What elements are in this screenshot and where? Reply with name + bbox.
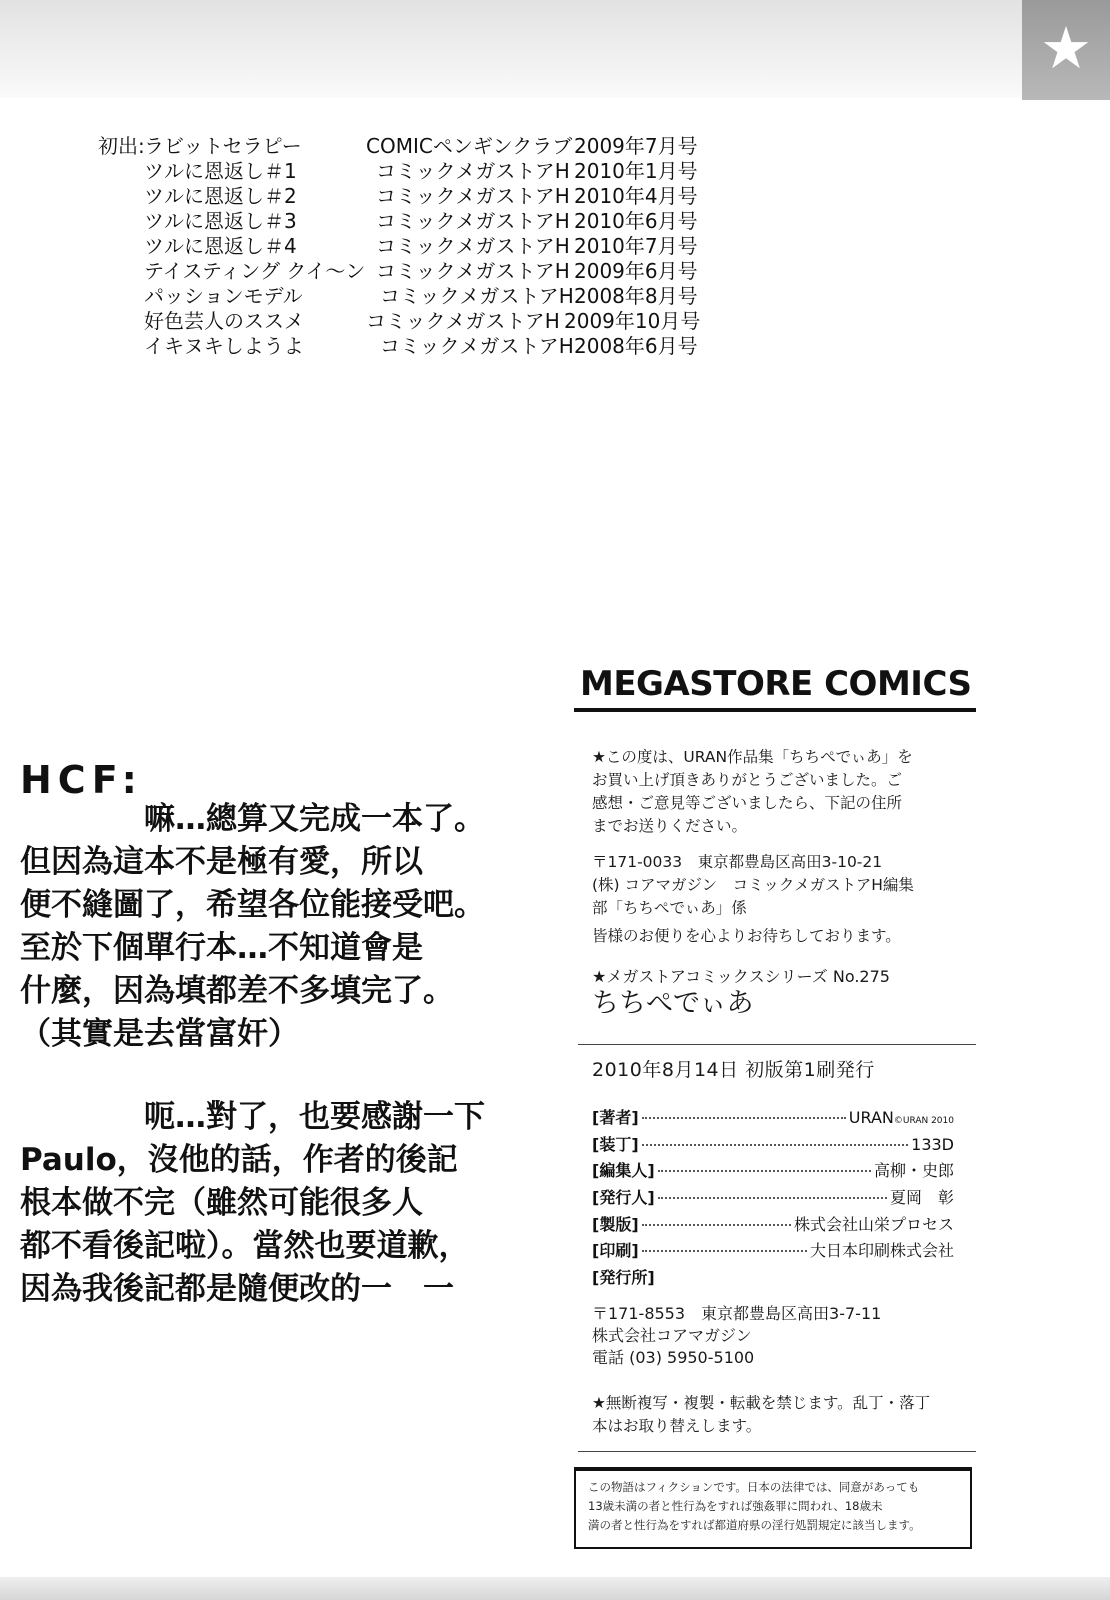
- credit-date: 2010年7月号: [574, 234, 698, 258]
- publisher-line: 電話 (03) 5950-5100: [592, 1348, 755, 1367]
- leader-dots: [642, 1250, 807, 1252]
- fiction-disclaimer: [574, 1467, 972, 1549]
- credit-date: 2009年6月号: [574, 259, 698, 283]
- credit-row: [98, 309, 738, 334]
- credit-magazine: コミックメガストアH: [376, 209, 570, 233]
- publisher-label: [発行所]: [592, 1268, 655, 1288]
- credit-magazine: COMICペンギンクラブ: [366, 134, 573, 158]
- credit-row: [98, 259, 738, 284]
- staff-label: [著者]: [592, 1108, 639, 1127]
- staff-value: 大日本印刷株式会社: [809, 1241, 954, 1261]
- credit-magazine: コミックメガストアH: [366, 309, 560, 333]
- book-title: ちちぺでぃあ: [592, 988, 754, 1019]
- staff-value: 133D: [911, 1134, 954, 1154]
- staff-list: [592, 1105, 954, 1292]
- publisher-line: 〒171-8553 東京都豊島区高田3-7-11: [592, 1304, 882, 1323]
- credit-row: [98, 159, 738, 184]
- brand-rule: [574, 708, 976, 712]
- credits-prefix: 初出:: [98, 134, 145, 158]
- thanks-line: お買い上げ頂きありがとうございました。ご: [592, 771, 903, 789]
- credit-title: ラビットセラピー: [144, 134, 302, 158]
- staff-row: [592, 1105, 954, 1132]
- credit-magazine: コミックメガストアH: [380, 334, 574, 358]
- top-scan-band: [0, 0, 1110, 98]
- staff-label: [装丁]: [592, 1134, 639, 1154]
- staff-label: [製版]: [592, 1214, 639, 1234]
- thanks-line: ★この度は、URAN作品集「ちちぺでぃあ」を: [592, 748, 913, 766]
- leader-dots: [642, 1144, 909, 1146]
- staff-value: 夏岡 彰: [889, 1188, 954, 1208]
- disclaimer-line: 満の者と性行為をすれば都道府県の淫行処罰規定に該当します。: [588, 1518, 921, 1532]
- note-line: 但因為這本不是極有愛，所以: [20, 844, 423, 880]
- brand-logo: MEGASTORE COMICS: [580, 664, 972, 704]
- leader-dots: [658, 1170, 871, 1172]
- address-line: 〒171-0033 東京都豊島区高田3-10-21: [592, 853, 883, 871]
- series-number: ★メガストアコミックスシリーズ No.275: [592, 967, 890, 986]
- credit-row: [98, 184, 738, 209]
- credit-magazine: コミックメガストアH: [376, 259, 570, 283]
- note-line: （其實是去當富奸）: [20, 1016, 299, 1052]
- credit-row: [98, 284, 738, 309]
- edition-date: 2010年8月14日 初版第1刷発行: [592, 1059, 875, 1081]
- disclaimer-line: この物語はフィクションです。日本の法律では、同意があっても: [588, 1480, 920, 1494]
- credit-row: [98, 234, 738, 259]
- credit-title: 好色芸人のススメ: [144, 309, 304, 333]
- editorial-address: [592, 851, 964, 920]
- notice-line: ★無断複写・複製・転載を禁じます。乱丁・落丁: [592, 1394, 931, 1412]
- note-gap: [20, 1056, 560, 1096]
- credit-title: ツルに恩返し＃2: [144, 184, 297, 208]
- credit-title: パッションモデル: [144, 284, 303, 308]
- thanks-message: [592, 746, 964, 838]
- credit-date: 2010年1月号: [574, 159, 698, 183]
- first-appearance-credits: [98, 134, 738, 359]
- leader-dots: [642, 1117, 846, 1119]
- corner-tab: [1022, 0, 1110, 100]
- staff-row: [592, 1212, 954, 1239]
- note-line: 都不看後記啦）。當然也要道歉，: [20, 1228, 470, 1264]
- staff-value: 株式会社山栄プロセス: [793, 1214, 954, 1234]
- staff-row: [592, 1185, 954, 1212]
- credit-title: ツルに恩返し＃4: [144, 234, 297, 258]
- credit-row: [98, 134, 738, 159]
- disclaimer-line: 13歳未満の者と性行為をすれば強姦罪に問われ、18歳未: [588, 1499, 883, 1513]
- staff-row: [592, 1132, 954, 1159]
- credit-row: [98, 334, 738, 359]
- staff-row: [592, 1238, 954, 1265]
- thanks-line: 感想・ご意見等ございましたら、下記の住所: [592, 794, 903, 812]
- note-line: 嘛…總算又完成一本了。: [20, 801, 485, 837]
- divider: [578, 1451, 976, 1452]
- bottom-scan-band: [0, 1577, 1110, 1600]
- credit-magazine: コミックメガストアH: [376, 159, 570, 183]
- staff-label: [印刷]: [592, 1241, 639, 1261]
- credit-date: 2010年6月号: [574, 209, 698, 233]
- credit-title: イキヌキしようよ: [144, 334, 304, 358]
- staff-label: [発行人]: [592, 1188, 655, 1208]
- wait-message: 皆様のお便りを心よりお待ちしております。: [592, 927, 901, 945]
- credit-magazine: コミックメガストアH: [376, 234, 570, 258]
- credit-date: 2008年6月号: [574, 334, 698, 358]
- credit-date: 2010年4月号: [574, 184, 698, 208]
- note-line: Paulo，沒他的話，作者的後記: [20, 1142, 458, 1178]
- copyright-note: ©URAN 2010: [893, 1116, 954, 1126]
- translator-note: [20, 798, 560, 1311]
- credit-magazine: コミックメガストアH: [376, 184, 570, 208]
- thanks-line: までお送りください。: [592, 817, 748, 835]
- credit-title: テイスティング クイ〜ン: [144, 259, 366, 283]
- divider: [578, 1044, 976, 1045]
- note-line: 便不縫圖了，希望各位能接受吧。: [20, 887, 485, 923]
- credit-date: 2008年8月号: [574, 284, 698, 308]
- address-line: (株) コアマガジン コミックメガストアH編集: [592, 876, 914, 894]
- publisher-line: 株式会社コアマガジン: [592, 1326, 752, 1345]
- staff-label: [編集人]: [592, 1161, 655, 1181]
- staff-value: URAN: [848, 1108, 894, 1127]
- star-icon: ★: [1040, 14, 1092, 82]
- note-line: 至於下個單行本…不知道會是: [20, 930, 423, 966]
- note-line: 因為我後記都是隨便改的一 一: [20, 1271, 454, 1307]
- notice-line: 本はお取り替えします。: [592, 1417, 762, 1435]
- translator-note-heading: HCF:: [20, 758, 143, 802]
- credit-date: 2009年7月号: [574, 134, 698, 158]
- publisher-address: [592, 1303, 964, 1369]
- note-line: 什麼，因為填都差不多填完了。: [20, 973, 454, 1009]
- note-line: 呃…對了，也要感謝一下: [20, 1099, 485, 1135]
- staff-row: [592, 1158, 954, 1185]
- staff-row: [592, 1265, 954, 1292]
- credit-title: ツルに恩返し＃3: [144, 209, 297, 233]
- credit-magazine: コミックメガストアH: [380, 284, 574, 308]
- credit-date: 2009年10月号: [564, 309, 701, 333]
- credit-title: ツルに恩返し＃1: [144, 159, 297, 183]
- note-line: 根本做不完（雖然可能很多人: [20, 1185, 423, 1221]
- copy-notice: [592, 1392, 964, 1438]
- credit-row: [98, 209, 738, 234]
- address-line: 部「ちちぺでぃあ」係: [592, 899, 747, 917]
- leader-dots: [642, 1224, 791, 1226]
- staff-value: 高柳・史郎: [873, 1161, 954, 1181]
- leader-dots: [658, 1197, 887, 1199]
